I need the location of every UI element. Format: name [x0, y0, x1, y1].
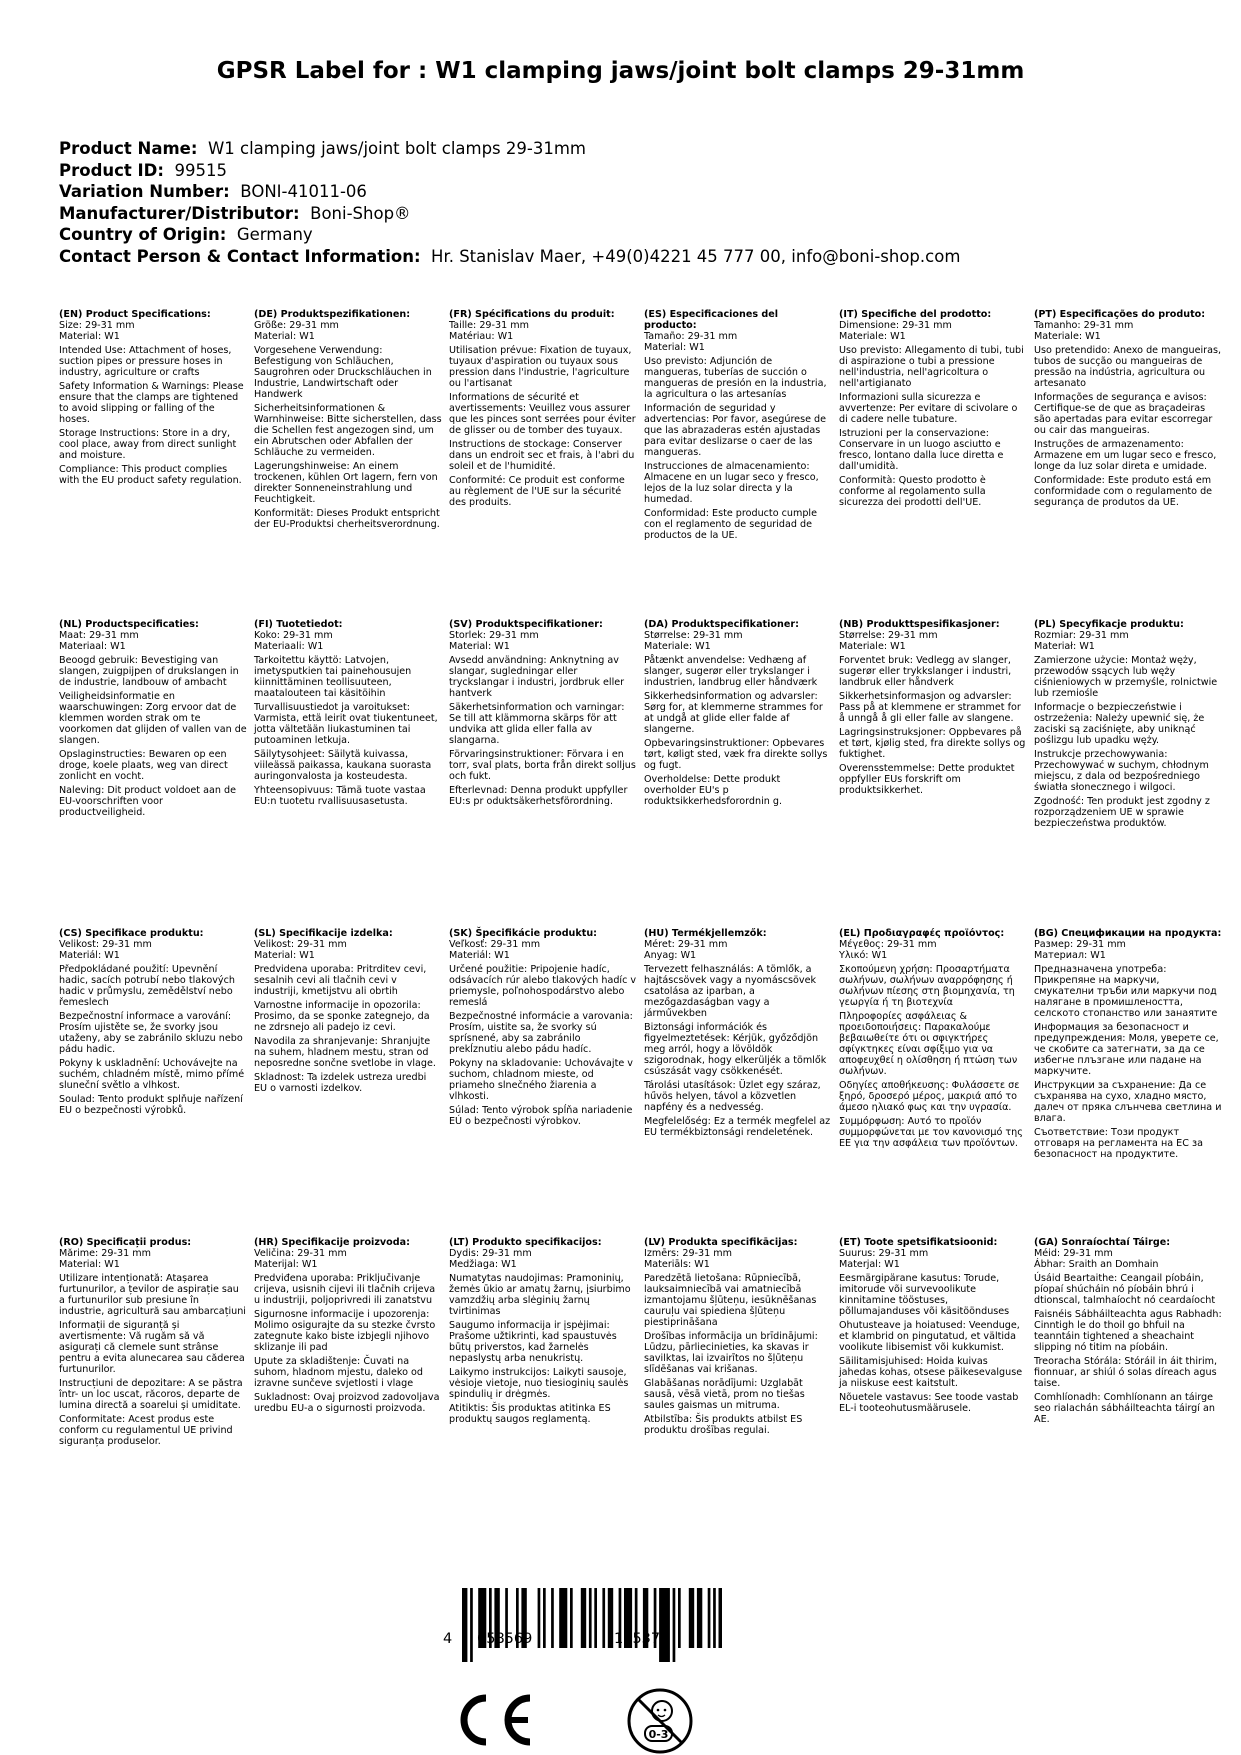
age-range-label: 0-3 [648, 1728, 669, 1741]
spec-block [644, 619, 832, 810]
spec-line: Materiál: W1 [449, 950, 510, 961]
spec-line: Avsedd användning: Anknytning av slangar, sugledningar eller tryckslangar i industri, jordbruk eller hantverk [449, 655, 625, 699]
spec-line: Medžiaga: W1 [449, 1259, 517, 1270]
spec-line: Pokyny na skladovanie: Uchovávajte v suchom, chladnom mieste, od priameho slnečného žiarenia a vlhkosti. [449, 1058, 633, 1102]
spec-line: Úsáid Beartaithe: Ceangail píobáin, píopaí shúcháin nó píobáin bhrú i dtionscal, talmhaíocht nó ceardaíocht [1034, 1273, 1216, 1306]
spec-line: Materiale: W1 [1034, 331, 1101, 342]
spec-line: Laikymo instrukcijos: Laikyti sausoje, vėsioje vietoje, nuo tiesioginių saulės spindulių ir drėgmės. [449, 1367, 629, 1400]
manufacturer-row [59, 203, 960, 225]
info-label: Manufacturer/Distributor: [59, 203, 300, 223]
spec-line: Storlek: 29-31 mm [449, 630, 539, 641]
spec-heading: (SL) Specifikacije izdelka: [254, 928, 393, 939]
info-label: Contact Person & Contact Information: [59, 246, 421, 266]
spec-line: Instrucțiuni de depozitare: A se păstra într- un loc uscat, răcoros, departe de lumina directă a soarelui și umiditate. [59, 1378, 243, 1411]
spec-block [59, 619, 247, 821]
spec-block [254, 619, 442, 810]
spec-line: Izmērs: 29-31 mm [644, 1248, 732, 1259]
spec-line: Größe: 29-31 mm [254, 320, 339, 331]
info-value: W1 clamping jaws/joint bolt clamps 29-31mm [207, 139, 586, 158]
spec-heading: (ES) Especificaciones del producto: [644, 309, 779, 331]
spec-line: Predviđena uporaba: Priključivanje crijeva, usisnih cijevi ili tlačnih crijeva u industriji, poljoprivredi ili zanatstvu [254, 1273, 436, 1306]
barcode-bar [678, 1588, 681, 1648]
spec-line: Zgodność: Ten produkt jest zgodny z rozporządzeniem UE w sprawie bezpieczeństwa produktów. [1034, 796, 1210, 829]
barcode-bar [719, 1588, 723, 1648]
product-id-row [59, 160, 960, 182]
spec-line: Tarkoitettu käyttö: Latvojen, imetysputkien tai painehousujen kiinnittäminen teollisuuteen, maatalouteen tai käsitöihin [254, 655, 412, 699]
spec-line: Utilisation prévue: Fixation de tuyaux, tuyaux d'aspiration ou tuyaux sous pression dans l'industrie, l'agriculture ou l'artisanat [449, 345, 632, 389]
spec-line: Forventet bruk: Vedlegg av slanger, sugerør eller trykkslanger i industri, landbruk eller håndverk [839, 655, 1012, 688]
spec-heading: (SV) Produktspecifikationer: [449, 619, 603, 630]
spec-line: Saugumo informacija ir įspėjimai: Prašome užtikrinti, kad spaustuvės būtų priverstos, kad žarnelės nepaslystų arba nenukristų. [449, 1320, 617, 1364]
info-value: BONI-41011-06 [240, 182, 367, 201]
spec-line: Informații de siguranță și avertismente: Vă rugăm să vă asigurați că clemele sunt strânse pentru a evita alunecarea sau căderea furtunurilor. [59, 1320, 245, 1375]
spec-line: Информация за безопасност и предупреждения: Моля, уверете се, че скобите са затегнати, за да се избегне плъзгане или падане на маркучите. [1034, 1022, 1219, 1077]
ce-mark-icon [456, 1692, 536, 1748]
spec-line: Materiale: W1 [839, 641, 906, 652]
spec-line: Uso pretendido: Anexo de mangueiras, tubos de sucção ou mangueiras de pressão na indústria, agricultura ou artesanato [1034, 345, 1222, 389]
spec-heading: (HU) Termékjellemzők: [644, 928, 767, 939]
spec-line: Material: W1 [449, 641, 510, 652]
spec-heading: (FI) Tuotetiedot: [254, 619, 343, 630]
barcode-bar [713, 1588, 716, 1648]
spec-line: Materiaali: W1 [254, 641, 324, 652]
spec-line: Informazioni sulla sicurezza e avvertenze: Per evitare di scivolare o di cadere nelle tubature. [839, 392, 1018, 425]
barcode-bar [559, 1588, 567, 1648]
spec-line: Dimensione: 29-31 mm [839, 320, 952, 331]
spec-line: Taille: 29-31 mm [449, 320, 529, 331]
spec-line: Instrucciones de almacenamiento: Almacene en un lugar seco y fresco, lejos de la luz solar directa y la humedad. [644, 461, 819, 505]
spec-line: Size: 29-31 mm [59, 320, 135, 331]
spec-line: Méid: 29-31 mm [1034, 1248, 1113, 1259]
spec-line: Instructions de stockage: Conserver dans un endroit sec et frais, à l'abri du soleil et de l'humidité. [449, 439, 635, 472]
spec-line: Bezpečnostní informace a varování: Prosím ujistěte se, že svorky jsou utaženy, aby se zabránilo skluzu nebo pádu hadic. [59, 1011, 243, 1055]
spec-heading: (SK) Špecifikácie produktu: [449, 928, 598, 939]
spec-line: Yhteensopivuus: Tämä tuote vastaa EU:n tuotetu rvallisuusasetusta. [254, 785, 426, 807]
spec-line: Veličina: 29-31 mm [254, 1248, 347, 1259]
spec-line: Informations de sécurité et avertissements: Veuillez vous assurer que les pinces sont serrées pour éviter de glisser ou de tomber des tuyaux. [449, 392, 636, 436]
spec-line: Dydis: 29-31 mm [449, 1248, 532, 1259]
spec-line: Efterlevnad: Denna produkt uppfyller EU:s pr oduktsäkerhetsförordning. [449, 785, 628, 807]
spec-line: Ohutusteave ja hoiatused: Veenduge, et klambrid on pingutatud, et vältida voolikute libisemist või kukkumist. [839, 1320, 1020, 1353]
spec-line: Säkerhetsinformation och varningar: Se till att klämmorna skärps för att undvika att glida eller falla av slangarna. [449, 702, 625, 746]
spec-block [449, 928, 637, 1130]
barcode-bar [462, 1588, 467, 1662]
spec-line: Υλικό: W1 [839, 950, 888, 961]
spec-heading: (PT) Especificações do produto: [1034, 309, 1206, 320]
spec-line: Sukladnost: Ovaj proizvod zadovoljava uredbu EU-a o sigurnosti proizvoda. [254, 1392, 440, 1414]
spec-line: Materijal: W1 [254, 1259, 318, 1270]
spec-heading: (NB) Produkttspesifikasjoner: [839, 619, 1000, 630]
spec-heading: (EN) Product Specifications: [59, 309, 211, 320]
contact-row [59, 246, 960, 268]
spec-line: Säilitamisjuhised: Hoida kuivas jahedas kohas, otsese päikesevalguse ja niiskuse eest kaitstult. [839, 1356, 1023, 1389]
spec-line: Numatytas naudojimas: Pramoninių, žemės ūkio ar amatų žarnų, įsiurbimo vamzdžių arba slėginių žarnų tvirtinimas [449, 1273, 631, 1317]
spec-line: Material: W1 [59, 331, 120, 342]
spec-block [1034, 928, 1222, 1163]
spec-heading: (ET) Toote spetsifikatsioonid: [839, 1237, 998, 1248]
spec-line: Atitiktis: Šis produktas atitinka ES produktų saugos reglamentą. [449, 1403, 611, 1425]
spec-block [839, 619, 1027, 799]
spec-line: Koko: 29-31 mm [254, 630, 333, 641]
spec-heading: (FR) Spécifications du produit: [449, 309, 615, 320]
spec-block [1034, 619, 1222, 832]
spec-line: Velikost: 29-31 mm [254, 939, 347, 950]
barcode [462, 1588, 722, 1662]
spec-line: Turvallisuustiedot ja varoitukset: Varmista, että leirit ovat tiukentuneet, jotta vältetään liukastuminen tai putoaminen letkuja. [254, 702, 438, 746]
spec-line: Určené použitie: Pripojenie hadíc, odsávacích rúr alebo tlakových hadíc v priemysle, poľnohospodárstvo alebo remeslá [449, 964, 637, 1008]
spec-line: Sikkerhedsinformation og advarsler: Sørg for, at klemmerne strammes for at undgå at glide eller falde af slangerne. [644, 691, 823, 735]
spec-line: Nõuetele vastavus: See toode vastab EL-i tooteohutusmäärusele. [839, 1392, 1019, 1414]
product-info [59, 138, 960, 267]
spec-block [644, 928, 832, 1141]
spec-line: Lagerungshinweise: An einem trockenen, kühlen Ort lagern, fern von direkter Sonneneinstrahlung und Feuchtigkeit. [254, 461, 438, 505]
spec-line: Intended Use: Attachment of hoses, suction pipes or pressure hoses in industry, agriculture or crafts [59, 345, 232, 378]
spec-heading: (CS) Specifikace produktu: [59, 928, 204, 939]
spec-block [254, 309, 442, 533]
barcode-bar [594, 1588, 597, 1648]
barcode-bar [470, 1588, 473, 1662]
spec-line: Istruzioni per la conservazione: Conservare in un luogo asciutto e fresco, lontano dalla luce diretta e dall'umidità. [839, 428, 1004, 472]
spec-line: Zamierzone użycie: Montaż węży, przewodów ssących lub węży ciśnieniowych w przemyśle, rolnictwie lub rzemiośle [1034, 655, 1218, 699]
barcode-bar [673, 1588, 676, 1662]
spec-line: Μέγεθος: 29-31 mm [839, 939, 937, 950]
spec-line: Pokyny k uskladnění: Uchovávejte na suchém, chladném místě, mimo přímé sluneční světlo a vlhkost. [59, 1058, 245, 1091]
barcode-bar [543, 1588, 546, 1648]
spec-line: Materjal: W1 [839, 1259, 900, 1270]
barcode-bar [581, 1588, 586, 1648]
spec-heading: (IT) Specifiche del prodotto: [839, 309, 992, 320]
info-value: Boni-Shop® [310, 203, 411, 223]
info-label: Country of Origin: [59, 225, 227, 244]
spec-line: Sigurnosne informacije i upozorenja: Molimo osigurajte da su stezke čvrsto zategnute kako biste izbjegli njihovo sklizanje ili pad [254, 1309, 436, 1353]
spec-line: Conformitate: Acest produs este conform cu regulamentul UE privind siguranța produselor. [59, 1414, 233, 1447]
spec-line: Opslaginstructies: Bewaren op een droge, koele plaats, weg van direct zonlicht en vocht. [59, 749, 228, 782]
spec-line: Skladnost: Ta izdelek ustreza uredbi EU o varnosti izdelkov. [254, 1072, 427, 1094]
spec-line: Anyag: W1 [644, 950, 697, 961]
info-label: Product ID: [59, 160, 164, 180]
spec-line: Uso previsto: Adjunción de mangueras, tuberías de succión o mangueras de presión en la industria, la agricultura o las artesanías [644, 356, 827, 400]
spec-line: Размер: 29-31 mm [1034, 939, 1126, 950]
spec-line: Tervezett felhasználás: A tömlők, a hajtáscsövek vagy a nyomáscsövek csatolása az iparban, a mezőgazdaságban vagy a járművekben [644, 964, 817, 1019]
spec-block [449, 309, 637, 511]
spec-line: Konformität: Dieses Produkt entspricht der EU-Produktsi cherheitsverordnung. [254, 508, 440, 530]
barcode-digits-right: 105373 [614, 1631, 670, 1647]
variation-number-row [59, 181, 960, 203]
spec-line: Méret: 29-31 mm [644, 939, 728, 950]
spec-line: Materiale: W1 [644, 641, 711, 652]
spec-heading: (PL) Specyfikacje produktu: [1034, 619, 1184, 630]
spec-line: Tamaño: 29-31 mm [644, 331, 738, 342]
spec-line: Overensstemmelse: Dette produktet oppfyller EUs forskrift om produktsikkerhet. [839, 763, 1015, 796]
spec-line: Material: W1 [254, 331, 315, 342]
spec-line: Tamanho: 29-31 mm [1034, 320, 1134, 331]
spec-line: Varnostne informacije in opozorila: Prosimo, da se sponke zategnejo, da ne zdrsnejo ali padejo iz cevi. [254, 1000, 430, 1033]
spec-line: Glabāšanas norādījumi: Uzglabāt sausā, vēsā vietā, prom no tiešas saules gaismas un mitruma. [644, 1378, 805, 1411]
spec-line: Предназначена употреба: Прикрепяне на маркучи, смукателни тръби или маркучи под налягане в промишлеността, селското стопанство или занаятите [1034, 964, 1218, 1019]
spec-line: Overholdelse: Dette produkt overholder EU's p roduktsikkerhedsforordnin g. [644, 774, 783, 807]
spec-line: Conformità: Questo prodotto è conforme al regolamento sulla sicurezza dei prodotti dell'UE. [839, 475, 986, 508]
spec-line: Material: W1 [59, 1259, 120, 1270]
spec-line: Safety Information & Warnings: Please ensure that the clamps are tightened to avoid slipping or falling of the hoses. [59, 381, 244, 425]
spec-line: Πληροφορίες ασφάλειας & προειδοποιήσεις: Παρακαλούμε βεβαιωθείτε ότι οι σφιγκτήρες σφίγκτηκες είναι σφίξιμο για να αποφευχθεί η ολίσθηση ή πτώση των σωλήνων. [839, 1011, 1018, 1077]
spec-line: Velikost: 29-31 mm [59, 939, 152, 950]
spec-line: Съответствие: Този продукт отговаря на регламента на ЕС за безопасност на продуктите. [1034, 1127, 1203, 1160]
spec-line: Biztonsági információk és figyelmeztetések: Kérjük, győződjön meg arról, hogy a lövöldök szigorodnak, hogy elkerüljék a tömlők csúszását vagy csökkenését. [644, 1022, 827, 1077]
spec-line: Conformité: Ce produit est conforme au règlement de l'UE sur la sécurité des produits. [449, 475, 625, 508]
spec-block [254, 1237, 442, 1417]
info-label: Product Name: [59, 139, 198, 158]
spec-heading: (LV) Produkta specifikācijas: [644, 1237, 798, 1248]
spec-line: Instrukcje przechowywania: Przechowywać w suchym, chłodnym miejscu, z dala od bezpośredniego światła słonecznego i wilgoci. [1034, 749, 1209, 793]
spec-line: Paredzētā lietošana: Rūpniecībā, lauksaimniecībā vai amatniecībā izmantojamu šļūteņu, iesūknēšanas cauruļu vai spiediena šļūteņu piestiprināšana [644, 1273, 817, 1328]
spec-block [644, 309, 832, 544]
spec-block [449, 1237, 637, 1428]
spec-heading: (NL) Productspecificaties: [59, 619, 199, 630]
spec-heading: (DE) Produktspezifikationen: [254, 309, 411, 320]
spec-line: Předpokládané použití: Upevnění hadic, sacích potrubí nebo tlakových hadic v průmyslu, zemědělství nebo řemeslech [59, 964, 235, 1008]
spec-line: Σκοπούμενη χρήση: Προσαρτήματα σωλήνων, σωλήνων αναρρόφησης ή σωλήνων πίεσης στη βιομηχανία, τη γεωργία ή τη βιοτεχνία [839, 964, 1015, 1008]
spec-line: Bezpečnostné informácie a varovania: Prosím, uistite sa, že svorky sú sprísnené, aby sa zabránilo prekĺznutiu alebo pádu hadíc. [449, 1011, 633, 1055]
spec-line: Veľkosť: 29-31 mm [449, 939, 541, 950]
spec-block [59, 1237, 247, 1450]
spec-heading: (DA) Produktspecifikationer: [644, 619, 799, 630]
spec-line: Predvidena uporaba: Pritrditev cevi, sesalnih cevi ali tlačnih cevi v industriji, kmetijstvu ali obrtih [254, 964, 427, 997]
spec-line: Rozmiar: 29-31 mm [1034, 630, 1129, 641]
barcode-bar [608, 1588, 613, 1648]
spec-block [449, 619, 637, 810]
product-name-row [59, 138, 960, 160]
spec-line: Utilizare intenționată: Atașarea furtunurilor, a țevilor de aspirație sau a furtunurilor sub presiune în industrie, agricultură sau ambarcațiuni [59, 1273, 246, 1317]
spec-heading: (HR) Specifikacije proizvoda: [254, 1237, 410, 1248]
info-value: Germany [236, 225, 313, 244]
spec-line: Informacje o bezpieczeństwie i ostrzeżenia: Należy upewnić się, że zaciski są zaciśnięte, aby uniknąć poślizgu lub upadku węży. [1034, 702, 1205, 746]
spec-line: Atbilstība: Šis produkts atbilst ES produktu drošības regulai. [644, 1414, 803, 1436]
barcode-digit-prefix: 4 [443, 1631, 453, 1647]
spec-line: Материал: W1 [1034, 950, 1106, 961]
spec-heading: (RO) Specificații produs: [59, 1237, 192, 1248]
spec-heading: (BG) Спецификации на продукта: [1034, 928, 1222, 939]
barcode-bar [659, 1588, 670, 1662]
spec-line: Instruções de armazenamento: Armazene em um lugar seco e fresco, longe da luz solar direta e umidade. [1034, 439, 1217, 472]
spec-line: Mărime: 29-31 mm [59, 1248, 151, 1259]
spec-heading: (GA) Sonraíochtaí Táirge: [1034, 1237, 1171, 1248]
spec-line: Opbevaringsinstruktioner: Opbevares tørt, køligt sted, væk fra direkte sollys og fugt. [644, 738, 828, 771]
spec-line: Συμμόρφωση: Αυτό το προϊόν συμμορφώνεται με τον κανονισμό της ΕΕ για την ασφάλεια των προϊόντων. [839, 1116, 1023, 1149]
spec-line: Størrelse: 29-31 mm [644, 630, 743, 641]
spec-line: Materiale: W1 [839, 331, 906, 342]
spec-line: Vorgesehene Verwendung: Befestigung von Schläuchen, Saugrohren oder Druckschläuchen in Industrie, Landwirtschaft oder Handwerk [254, 345, 432, 400]
spec-line: Maat: 29-31 mm [59, 630, 139, 641]
spec-block [59, 928, 247, 1119]
spec-line: Beoogd gebruik: Bevestiging van slangen, zuigpijpen of drukslangen in de industrie, landbouw of ambacht [59, 655, 239, 688]
spec-line: Navodila za shranjevanje: Shranjujte na suhem, hladnem mestu, stran od neposredne sončne svetlobe in vlage. [254, 1036, 436, 1069]
spec-line: Materiál: W1 [59, 950, 120, 961]
spec-line: Conformidad: Este producto cumple con el reglamento de seguridad de productos de la UE. [644, 508, 817, 541]
info-value: Hr. Stanislav Maer, +49(0)4221 45 777 00, info@boni-shop.com [431, 246, 961, 266]
spec-heading: (EL) Προδιαγραφές προϊόντος: [839, 928, 1005, 939]
barcode-bar [589, 1588, 592, 1648]
spec-line: Naleving: Dit product voldoet aan de EU-voorschriften voor productveiligheid. [59, 785, 236, 818]
spec-line: Eesmärgipärane kasutus: Torude, imitorude või survevoolikute kinnitamine tööstuses, põllumajanduses või käsitöönduses [839, 1273, 1010, 1317]
spec-block [839, 928, 1027, 1152]
page-title: GPSR Label for : W1 clamping jaws/joint bolt clamps 29-31mm [216, 58, 1025, 84]
spec-line: Matériau: W1 [449, 331, 514, 342]
spec-block [1034, 1237, 1222, 1428]
spec-line: Sikkerhetsinformasjon og advarsler: Pass på at klemmene er strammet for å unngå å gli eller falle av slangene. [839, 691, 1021, 724]
spec-heading: (LT) Produkto specifikacijos: [449, 1237, 602, 1248]
spec-line: Förvaringsinstruktioner: Förvara i en torr, sval plats, borta från direkt solljus och fukt. [449, 749, 636, 782]
spec-block [254, 928, 442, 1097]
spec-line: Suurus: 29-31 mm [839, 1248, 929, 1259]
spec-line: Faisnéis Sábháilteachta agus Rabhadh: Cinntigh le do thoil go bhfuil na teanntáin tightened a sheachaint slipping nó titim na píobáin. [1034, 1309, 1222, 1353]
barcode-bar [708, 1588, 711, 1648]
spec-line: Upute za skladištenje: Čuvati na suhom, hladnom mjestu, daleko od izravne sunčeve svjetlosti i vlage [254, 1356, 424, 1389]
info-label: Variation Number: [59, 182, 230, 201]
barcode-bar [570, 1588, 573, 1648]
not-suitable-0-3-icon [626, 1687, 694, 1755]
spec-block [59, 309, 247, 489]
spec-line: Ábhar: Sraith an Domhain [1034, 1259, 1159, 1270]
spec-line: Compliance: This product complies with the EU product safety regulation. [59, 464, 242, 486]
spec-line: Informações de segurança e avisos: Certifique-se de que as braçadeiras são apertadas para evitar escorregar ou cair das mangueiras. [1034, 392, 1213, 436]
spec-line: Säilytysohjeet: Säilytä kuivassa, viileässä paikassa, kaukana suorasta auringonvalosta ja kosteudesta. [254, 749, 432, 782]
spec-line: Størrelse: 29-31 mm [839, 630, 938, 641]
spec-line: Sicherheitsinformationen & Warnhinweise: Bitte sicherstellen, dass die Schellen fest angezogen sind, um ein Abrutschen oder Abfallen der Schläuche zu vermeiden. [254, 403, 442, 458]
spec-line: Comhlíonadh: Comhlíonann an táirge seo rialachán sábháilteachta táirgí an AE. [1034, 1392, 1215, 1425]
spec-line: Οδηγίες αποθήκευσης: Φυλάσσετε σε ξηρό, δροσερό μέρος, μακριά από το άμεσο ηλιακό φως και την υγρασία. [839, 1080, 1020, 1113]
spec-line: Lagringsinstruksjoner: Oppbevares på et tørt, kjølig sted, fra direkte sollys og fuktighet. [839, 727, 1026, 760]
barcode-bar [697, 1588, 702, 1648]
spec-block [644, 1237, 832, 1439]
barcode-bar [538, 1588, 541, 1648]
spec-line: Uso previsto: Allegamento di tubi, tubi di aspirazione o tubi a pressione nell'industria, nell'agricoltura o nell'artigianato [839, 345, 1024, 389]
spec-line: Megfelelőség: Ez a termék megfelel az EU termékbiztonsági rendeletének. [644, 1116, 831, 1138]
spec-line: Materiāls: W1 [644, 1259, 710, 1270]
barcode-digits-left: 058569 [477, 1631, 533, 1647]
spec-line: Storage Instructions: Store in a dry, cool place, away from direct sunlight and moisture. [59, 428, 237, 461]
spec-line: Drošības informācija un brīdinājumi: Lūdzu, pārliecinieties, ka skavas ir savilktas, lai izvairītos no šļūteņu slīdēšanas vai krišanas. [644, 1331, 818, 1375]
barcode-bar [689, 1588, 694, 1648]
spec-line: Treoracha Stórála: Stóráil in áit thirim, fionnuar, ar shiúl ó solas díreach agus taise. [1034, 1356, 1218, 1389]
spec-line: Tárolási utasítások: Üzlet egy száraz, hűvös helyen, távol a közvetlen napfény és a nedvesség. [644, 1080, 821, 1113]
barcode-bar [551, 1588, 554, 1648]
spec-line: Conformidade: Este produto está em conformidade com o regulamento de segurança de produtos da UE. [1034, 475, 1213, 508]
spec-line: Soulad: Tento produkt splňuje nařízení EU o bezpečnosti výrobků. [59, 1094, 243, 1116]
spec-line: Información de seguridad y advertencias: Por favor, asegúrese de que las abrazaderas estén ajustadas para evitar deslizarse o caer de las mangueras. [644, 403, 827, 458]
spec-line: Súlad: Tento výrobok spĺňa nariadenie EÚ o bezpečnosti výrobkov. [449, 1105, 633, 1127]
barcode-bar [602, 1588, 605, 1648]
spec-line: Materiał: W1 [1034, 641, 1095, 652]
spec-line: Materiaal: W1 [59, 641, 126, 652]
spec-block [839, 1237, 1027, 1417]
country-of-origin-row [59, 224, 960, 246]
spec-line: Material: W1 [254, 950, 315, 961]
info-value: 99515 [174, 160, 227, 180]
spec-line: Veiligheidsinformatie en waarschuwingen: Zorg ervoor dat de klemmen worden strak om te voorkomen dat glijden of vallen van de slangen. [59, 691, 247, 746]
spec-line: Påtænkt anvendelse: Vedhæng af slanger, sugerør eller trykslanger i industrien, landbrug eller håndværk [644, 655, 818, 688]
spec-block [1034, 309, 1222, 511]
spec-block [839, 309, 1027, 511]
spec-line: Инструкции за съхранение: Да се съхранява на сухо, хладно място, далеч от пряка слънчева светлина и влага. [1034, 1080, 1222, 1124]
spec-line: Material: W1 [644, 342, 705, 353]
